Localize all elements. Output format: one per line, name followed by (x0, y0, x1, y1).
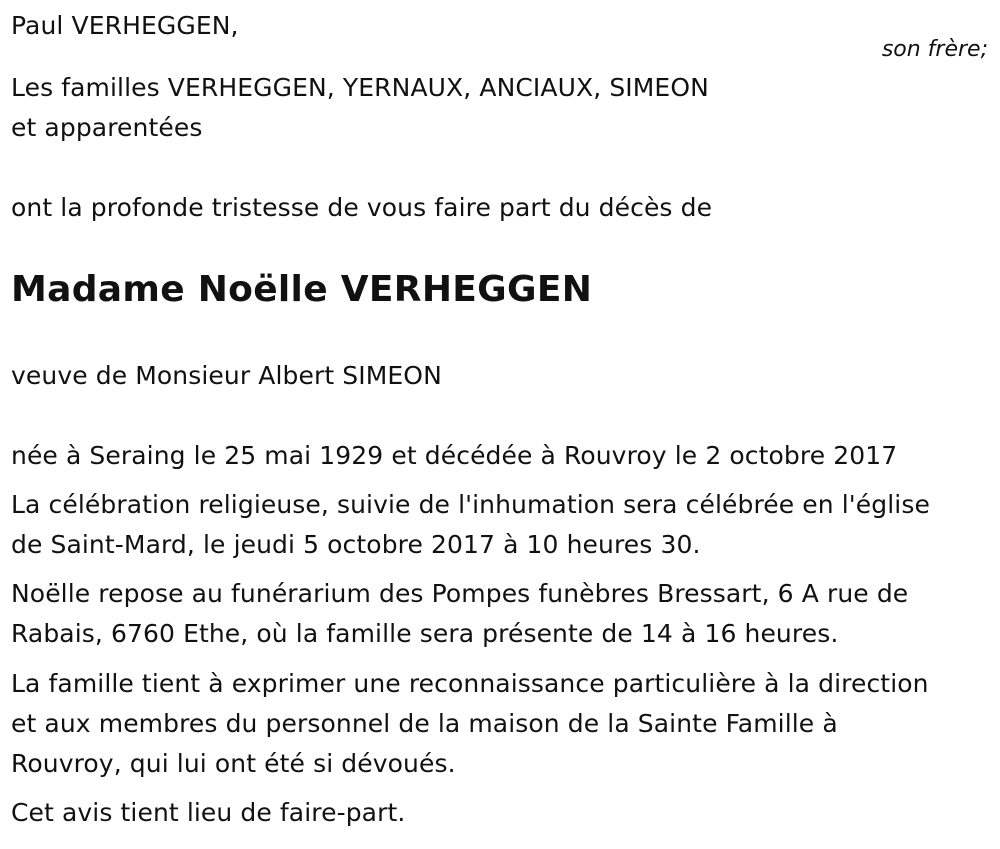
announcer-families-line2: et apparentées (11, 113, 203, 142)
thanks-line1: La famille tient à exprimer une reconnaissance particulière à la direction (11, 669, 929, 698)
ceremony-line1: La célébration religieuse, suivie de l'inhumation sera célébrée en l'église (11, 490, 930, 519)
deceased-name: Madame Noëlle VERHEGGEN (11, 269, 593, 310)
thanks-line3: Rouvroy, qui lui ont été si dévoués. (11, 749, 456, 778)
funeral-home-line2: Rabais, 6760 Ethe, où la famille sera présente de 14 à 16 heures. (11, 619, 839, 648)
announcer-brother: Paul VERHEGGEN, (11, 11, 239, 40)
birth-death-line: née à Seraing le 25 mai 1929 et décédée à Rouvroy le 2 octobre 2017 (11, 441, 898, 470)
announcer-families-line1: Les familles VERHEGGEN, YERNAUX, ANCIAUX, SIMEON (11, 73, 709, 102)
funeral-home-line1: Noëlle repose au funérarium des Pompes funèbres Bressart, 6 A rue de (11, 579, 909, 608)
announcer-brother-relation: son frère; (881, 37, 988, 62)
ceremony-line2: de Saint-Mard, le jeudi 5 octobre 2017 à 10 heures 30. (11, 530, 701, 559)
announcement-intro: ont la profonde tristesse de vous faire part du décès de (11, 193, 713, 222)
closing-line: Cet avis tient lieu de faire-part. (11, 798, 406, 827)
thanks-line2: et aux membres du personnel de la maison de la Sainte Famille à (11, 709, 838, 738)
widow-of-line: veuve de Monsieur Albert SIMEON (11, 361, 442, 390)
